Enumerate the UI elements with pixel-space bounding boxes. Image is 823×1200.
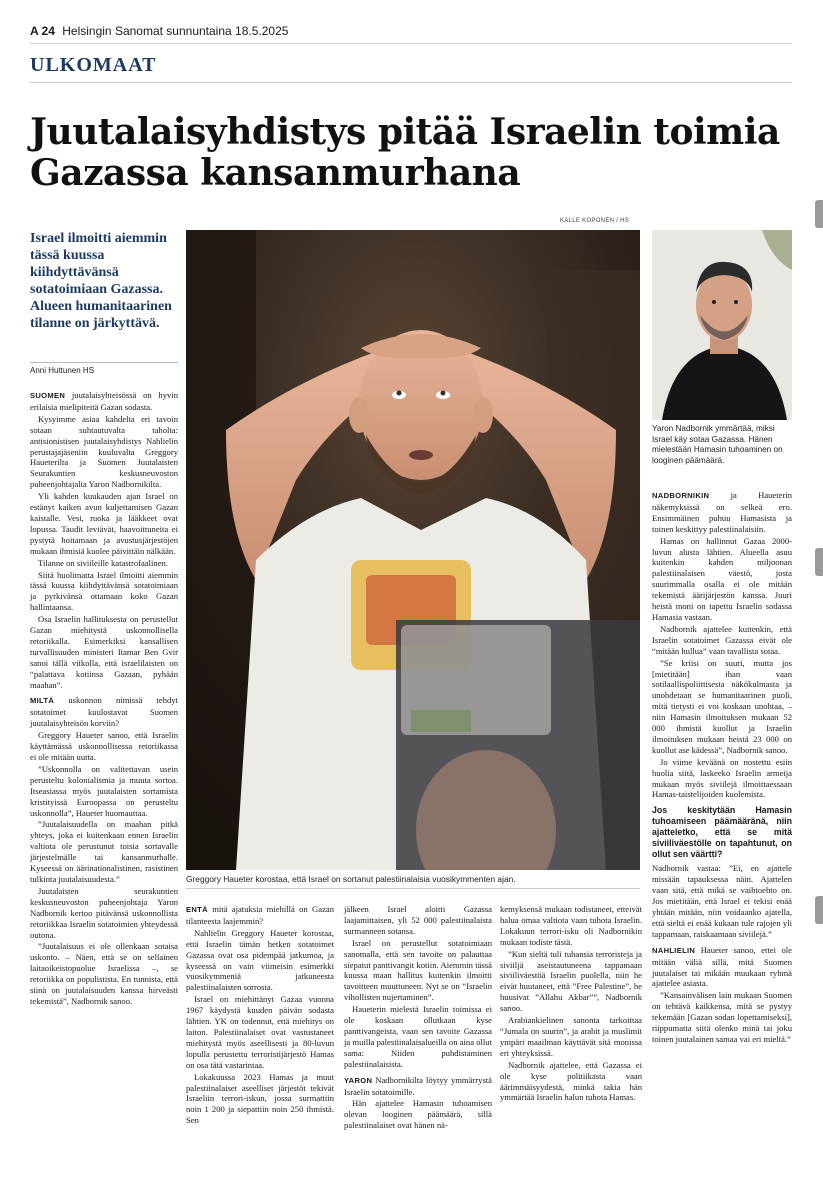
paragraph: Nadbornik ajattelee, että Gazassa ei ole kyse politiikasta vaan äärimmäisyydestä, minkä takia hän ymmärtää Israelin halun tuhota Hamas. bbox=[500, 1059, 642, 1103]
paragraph: ”Kun sieltä tuli tuhansia terroristeja ja siviiljä aseistautuneena tappamaan siviiliväestöä Israelin puolella, niin he eivät huutaneet, että ”Free Palestine”, he huusivat ”Allahu Akbar””, Nadbornik sanoo. bbox=[500, 948, 642, 1014]
side-photo-caption: Yaron Nadbornik ymmärtää, miksi Israel käy sotaa Gazassa. Hänen mielestään Hamasin tuhoaminen on looginen päämäärä. bbox=[652, 424, 783, 465]
main-photo bbox=[186, 230, 640, 870]
paragraph: SUOMEN juutalaisyhteisössä on hyvin erilaisia mielipiteitä Gazan sodasta. bbox=[30, 390, 178, 412]
paragraph: ”Kansainvälisen lain mukaan Suomen on tehtävä kaikkensa, mitä se pystyy tekemään [Gazan sodan lopettamiseksi], riippumatta siitä olenko minä tai joku toinen juutalainen samaa vai eri mieltä.” bbox=[652, 990, 792, 1044]
section-divider bbox=[30, 82, 792, 83]
paragraph: Israel on perustellut sotatoimiaan sanomalla, että sen tavoite on palauttaa siepatut panttivangit kotiin. Aiemmin tässä kuussa maan hallitus kuitenkin ilmoitti tavoitteen muuttuneen. Nyt se on “Israelin vihollisten nujertaminen”. bbox=[344, 937, 492, 1003]
paragraph: Nadbornik ajattelee kuitenkin, että Israelin sotatoimet Gazassa eivät ole “mitään hullua” vaan tavallista sotaa. bbox=[652, 623, 792, 656]
paragraph: Kysyimme asiaa kahdelta eri tavoin sotaan suhtautuvalta taholta: antisionistisen juutalaisyhdistys Nahlielin perustajajäseniin kuuluvalta Greggory Haueterilta ja Suomen Juutalaisten Seurakuntien keskusneuvoston puheenjohtajalta Yaron Nadbornikilta. bbox=[30, 413, 178, 490]
body-column-4 bbox=[500, 904, 642, 1104]
paragraph: NAHLIELIN Haueter sanoo, ettei ole mitään väliä sillä, mitä Suomen juutalaiset tai mikään muukaan ryhmä ajattelee asiasta. bbox=[652, 944, 792, 989]
page-header bbox=[30, 24, 792, 44]
main-photo-caption: Greggory Haueter korostaa, että Israel on sortanut palestiinalaisia vuosikymmenten ajan. bbox=[186, 874, 640, 889]
paragraph: NADBORNIKIN ja Haueterin näkemyksissä on selkeä ero. Ensimmäinen puhuu Hamasista ja toinen keskittyy palestiinalaisiin. bbox=[652, 490, 792, 534]
paragraph: Greggory Haueter sanoo, että Israelin käyttämässä uskonnollisessa retoriikassa ei ole mitään uutta. bbox=[30, 730, 178, 762]
paragraph: Haueterin mielestä Israelin toimissa ei ole koskaan ollutkaan kyse panttivangeista, vaan sen tavoite Gazassa ja muilla palestiinalaisalueilla on aina ollut sama: Niiden puhdistaminen palestiinalaisista. bbox=[344, 1004, 492, 1069]
paragraph: Nadbornik vastaa: ”Ei, en ajattele missään tapauksessa näin. Ajattelen vaan sitä, että mikä se vaihtoehto on. Jos mietitään, että Israel ei tekisi enää yhtään mitään, niin voidaanko ajatella, että sieltä ei enää kukaan tule rajojen yli tappamaan, raiskaamaan siviilejä.” bbox=[652, 863, 792, 939]
body-column-2 bbox=[186, 904, 334, 1127]
paragraph: YARON Nadbornikilta löytyy ymmärrystä Israelin sotatoimille. bbox=[344, 1074, 492, 1097]
portrait-illustration bbox=[186, 230, 640, 870]
headline: Juutalaisyhdistys pitää Israelin toimia Gazassa kansanmurhana bbox=[30, 111, 780, 194]
page-number: A 24 bbox=[30, 24, 55, 38]
subheading: Jos keskitytään Hamasin tuhoamiseen päämääränä, niin ajatteletko, että se mitä siviiliväestölle on tapahtunut, on ollut sen väärtti? bbox=[652, 805, 792, 860]
paragraph: Siitä huolimatta Israel ilmoitti aiemmin tässä kuussa kiihdyttävänsä sotatoimiaan ja pyrkivänsä ottamaan koko Gazan hallintaansa. bbox=[30, 569, 178, 613]
body-column-5 bbox=[652, 490, 792, 1046]
paragraph: Tilanne on siviileille katastrofaalinen. bbox=[38, 557, 168, 568]
paragraph: Juutalaisten seurakuntien keskusneuvoston puheenjohtaja Yaron Nadbornik kertoo pitävänsä uskonnollista retoriikkaa Israelin sotatoimien yhteydessä outona. bbox=[30, 885, 178, 940]
paragraph: ”Se kriisi on suuri, mutta jos [mietitään] ihan vaan sotilaallispoliittisesta näkökulmasta ja unohdetaan se humanitaarinen puoli, mitä tietysti ei voi koskaan unohtaa, – niin Hamasin ilmoituksen mukaan 52 000 ihmistä kuollut ja Israelin ilmoituksen mukaan heistä 23 000 on kuollut ase kädessä”, Nadbornik sanoo. bbox=[652, 657, 792, 755]
paragraph: ”Juutalaisuus ei ole ollenkaan sotaisa uskonto. – Näen, että se on sellainen laitaoikeistopuolue Israelissa –, se retoriikka on populistista. En tunnista, että siinä on juutalaisuuden kanssa hirveästi tekemistä”, Nadbornik sanoo. bbox=[30, 941, 178, 1006]
edge-tab bbox=[815, 896, 823, 924]
photo-credit: KALLE KOPONEN / HS bbox=[560, 218, 630, 224]
paragraph: Yli kahden kuukauden ajan Israel on estänyt kaiken avun kuljettamisen Gazan kaistalle. Vesi, ruoka ja lääkkeet ovat lopussa. Taudit leviävät, haavoittuneita ei pystytä hoitamaan ja avustusjärjestöjen mukaan ihmisiä kuolee päivittäin nälkään. bbox=[30, 491, 178, 556]
edge-tab bbox=[815, 200, 823, 228]
byline: Anni Huttunen HS bbox=[30, 362, 178, 375]
paragraph: Lokakuussa 2023 Hamas ja muut palestiinalaiset aseelliset järjestöt tekivät Israeliin terrori-iskun, jossa surmattiin noin 1 200 ja siepattiin noin 250 ihmistä. Sen bbox=[186, 1071, 334, 1126]
paragraph: ”Juutalaisuudella on maahan pitkä yhteys, joka ei kuitenkaan ennen Israelin valtiota ole perustunut toisia sortavalle järjestelmälle tai kansanmurhalle. Kyseessä on äärinationalistinen, rasistinen tulkinta juutalaisuudesta.” bbox=[30, 819, 178, 884]
side-photo bbox=[652, 230, 792, 420]
paragraph: Hamas on hallinnut Gazaa 2000-luvun alusta lähtien. Alueella asuu kuitenkin kahden miljoonan palestiinalaisen väestö, josta suurimmalla osalla ei ole mitään tekemistä äärijärjestön kanssa. Juuri heistä moni on tapettu Israelin sodassa Hamasia vastaan. bbox=[652, 535, 792, 622]
paragraph: kemyksensä mukaan todistaneet, etteivät halua omaa valtiota vaan tuhota Israelin. Lokakuun terrori-isku oli Nadbornikin mukaan todiste tästä. bbox=[500, 904, 642, 947]
paragraph: jälkeen Israel aloitti Gazassa laajamittaisen, yli 52 000 palestiinalaista surmanneen sotansa. bbox=[344, 904, 492, 936]
paragraph: MILTÄ uskonnon nimissä tehdyt sotatoimet kuulostavat Suomen juutalaisyhteisön korviin? bbox=[30, 695, 178, 729]
body-column-3 bbox=[344, 904, 492, 1132]
body-column-1 bbox=[30, 390, 178, 1008]
publication-line: Helsingin Sanomat sunnuntaina 18.5.2025 bbox=[62, 24, 289, 38]
section-label: ULKOMAAT bbox=[30, 54, 157, 76]
paragraph: Osa Israelin hallituksesta on perustellut Gazan miehitystä uskonnollisella retoriikalla. Esimerkiksi kansallisen turvallisuuden ministeri Itamar Ben Gvir sanoi tällä viikolla, että israelilaisten on “palattava kotiinsa Gazaan, pyhään maahan”. bbox=[30, 614, 178, 690]
edge-tab bbox=[815, 548, 823, 576]
lead-paragraph: Israel ilmoitti aiemmin tässä kuussa kiihdyttävänsä sotatoimiaan Gazassa. Alueen humanitaarinen tilanne on järkyttävä. bbox=[30, 231, 172, 331]
paragraph: Hän ajattelee Hamasin tuhoamisen olevan looginen päämäärä, sillä palestiinalaiset ovat hänen nä- bbox=[344, 1098, 492, 1131]
paragraph: ENTÄ mitä ajatuksia miehillä on Gazan tilanteesta laajemmin? bbox=[186, 904, 334, 926]
side-portrait-illustration bbox=[652, 230, 792, 420]
paragraph: ”Uskonnolla on valitettavan usein perusteltu kolonialismia ja muuta sortoa. Itseasiassa myös juutalaisten sortamista kristityissä Euroopassa on perusteltu uskonnolla”, Haueter huomauttaa. bbox=[30, 763, 178, 818]
paragraph: Israel on miehittänyt Gazaa vuonna 1967 käydystä kuuden päivän sodasta lähtien. YK on todennut, että miehitys on laiton. Palestiinalaiset ovat vastustaneet miehitystä myös aseellisesti ja 80-luvun lopulla perustettu terroristijärjestö Hamas on osa tätä vastarintaa. bbox=[186, 994, 334, 1070]
paragraph: Jo viime keväänä on nostettu esiin huolia siitä, laskeeko Israelin armeija mukaan myös siviilejä ilmoittaessaan Hamas-taistelijoiden kuolemista. bbox=[652, 756, 792, 800]
paragraph: Arabiankielinen sanonta tarkoittaa “Jumala on suurin”, ja arabit ja muslimit ympäri maailman käyttävät sitä monissa eri yhteyksissä. bbox=[500, 1015, 642, 1058]
paragraph: Nahlielin Greggory Haueter korostaa, että Israelin tämän hetken sotatoimet Gazassa ovat osa pidempää jatkumoa, ja kyseessä on vain viimeisin esimerkki vuosikymmeniä jatkuneesta palestiinalaisten sorrosta. bbox=[186, 927, 334, 993]
